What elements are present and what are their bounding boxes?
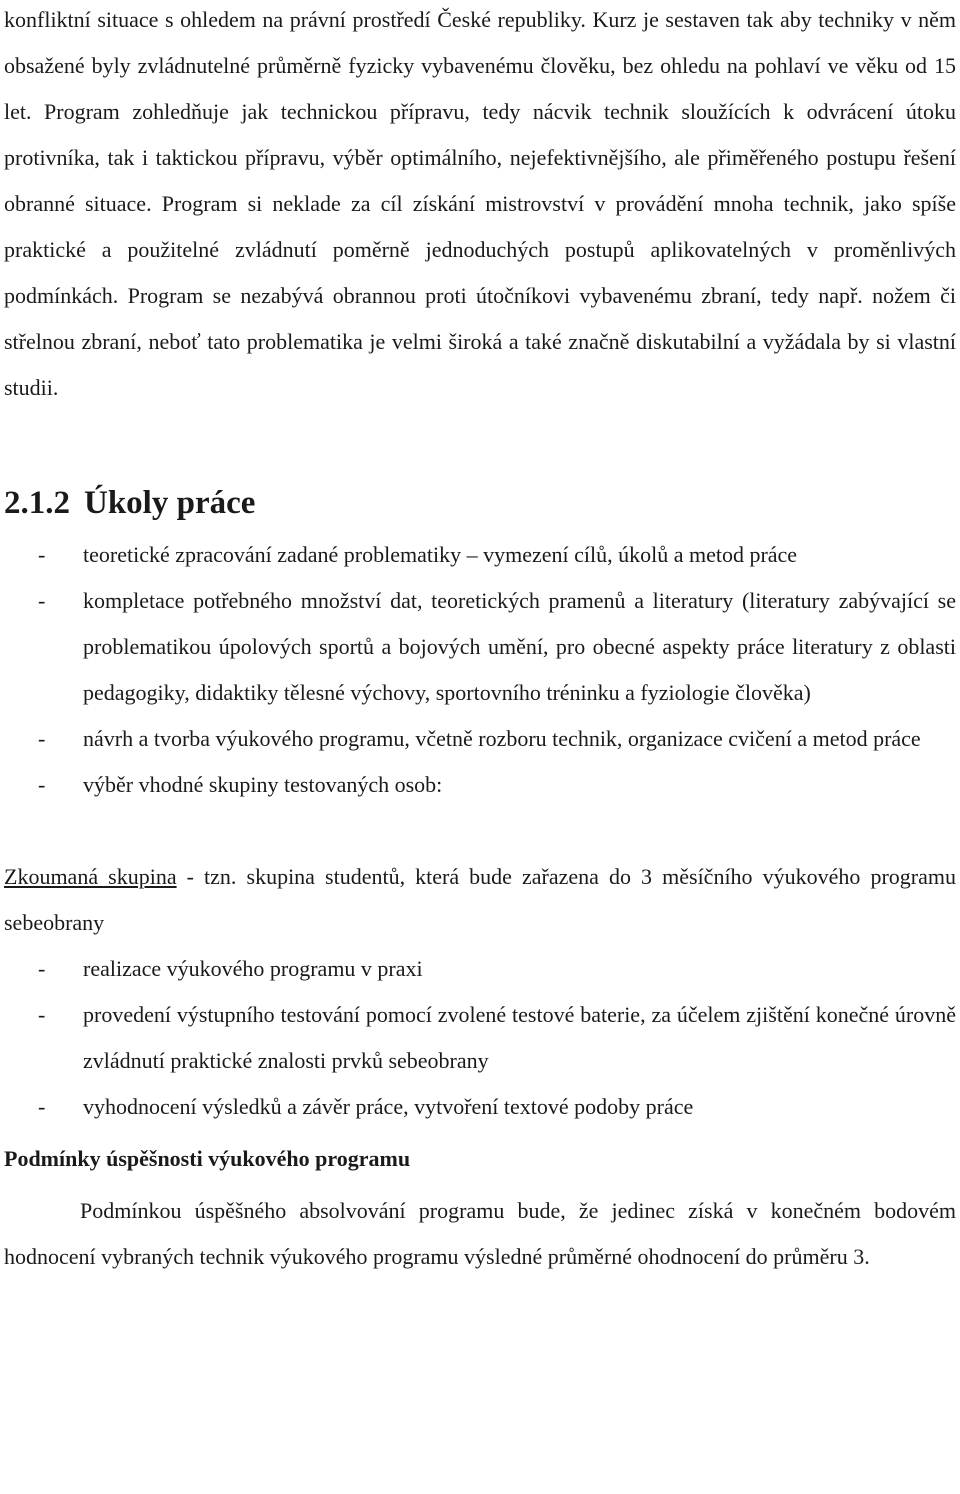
list-item-text: návrh a tvorba výukového programu, včetně rozboru technik, organizace cvičení a metod práce bbox=[83, 726, 921, 751]
conditions-paragraph: Podmínkou úspěšného absolvování programu bude, že jedinec získá v konečném bodovém hodnocení vybraných technik výukového programu výsledné průměrné ohodnocení do průměru 3. bbox=[4, 1198, 956, 1269]
section-number: 2.1.2 bbox=[4, 485, 70, 521]
conditions-heading: Podmínky úspěšnosti výukového programu bbox=[4, 1146, 411, 1171]
list-item-text: kompletace potřebného množství dat, teoretických pramenů a literatury (literatury zabývající se problematikou úpolových sportů a bojových umění, pro obecné aspekty práce literatury z oblasti pedagogiky, didaktiky tělesné výchovy, sportovního tréninku a fyziologie člověka) bbox=[83, 588, 956, 705]
dash-bullet: - bbox=[38, 726, 46, 751]
list-item-text: vyhodnocení výsledků a závěr práce, vytvoření textové podoby práce bbox=[83, 1094, 694, 1119]
list-item-text: provedení výstupního testování pomocí zvolené testové baterie, za účelem zjištění konečné úrovně zvládnutí praktické znalosti prvků sebeobrany bbox=[83, 1002, 956, 1073]
spacer bbox=[4, 411, 956, 480]
dash-bullet: - bbox=[38, 542, 46, 567]
dash-bullet: - bbox=[38, 956, 46, 981]
list-item-text: teoretické zpracování zadané problematiky – vymezení cílů, úkolů a metod práce bbox=[83, 542, 798, 567]
intro-paragraph: konfliktní situace s ohledem na právní prostředí České republiky. Kurz je sestaven tak aby techniky v něm obsažené byly zvládnutelné průměrně fyzicky vybavenému člověku, bez ohledu na pohlaví ve věku od 15 let. Program zohledňuje jak technickou přípravu, tedy nácvik technik sloužících k odvrácení útoku protivníka, tak i taktickou přípravu, výběr optimálního, nejefektivnějšího, ale přiměřeného postupu řešení obranné situace. Program si neklade za cíl získání mistrovství v provádění mnoha technik, jako spíše praktické a použitelné zvládnutí poměrně jednoduchých postupů aplikovatelných v proměnlivých podmínkách. Program se nezabývá obrannou proti útočníkovi vybavenému zbraní, tedy např. nožem či střelnou zbraní, neboť tato problematika je velmi široká a také značně diskutabilní a vyžádala by si vlastní studii. bbox=[4, 7, 956, 400]
list-item bbox=[4, 762, 956, 808]
document-page bbox=[4, 0, 956, 1280]
list-item-text: realizace výukového programu v praxi bbox=[83, 956, 423, 981]
group-paragraph bbox=[4, 854, 956, 946]
dash-bullet: - bbox=[38, 1002, 46, 1027]
list-item bbox=[4, 1084, 956, 1130]
list-item-text: výběr vhodné skupiny testovaných osob: bbox=[83, 772, 443, 797]
dash-bullet: - bbox=[38, 772, 46, 797]
list-item bbox=[4, 716, 956, 762]
list-item bbox=[4, 946, 956, 992]
spacer bbox=[4, 808, 956, 854]
group-label: Zkoumaná skupina bbox=[4, 864, 177, 889]
tasks-after-list bbox=[4, 946, 956, 1130]
list-item bbox=[4, 578, 956, 716]
tasks-list bbox=[4, 532, 956, 808]
list-item bbox=[4, 992, 956, 1084]
dash-bullet: - bbox=[38, 588, 46, 613]
section-title: Úkoly práce bbox=[84, 485, 256, 521]
group-text: - tzn. skupina studentů, která bude zařazena do 3 měsíčního výukového programu sebeobrany bbox=[4, 864, 956, 935]
section-heading bbox=[4, 480, 956, 526]
dash-bullet: - bbox=[38, 1094, 46, 1119]
list-item bbox=[4, 532, 956, 578]
